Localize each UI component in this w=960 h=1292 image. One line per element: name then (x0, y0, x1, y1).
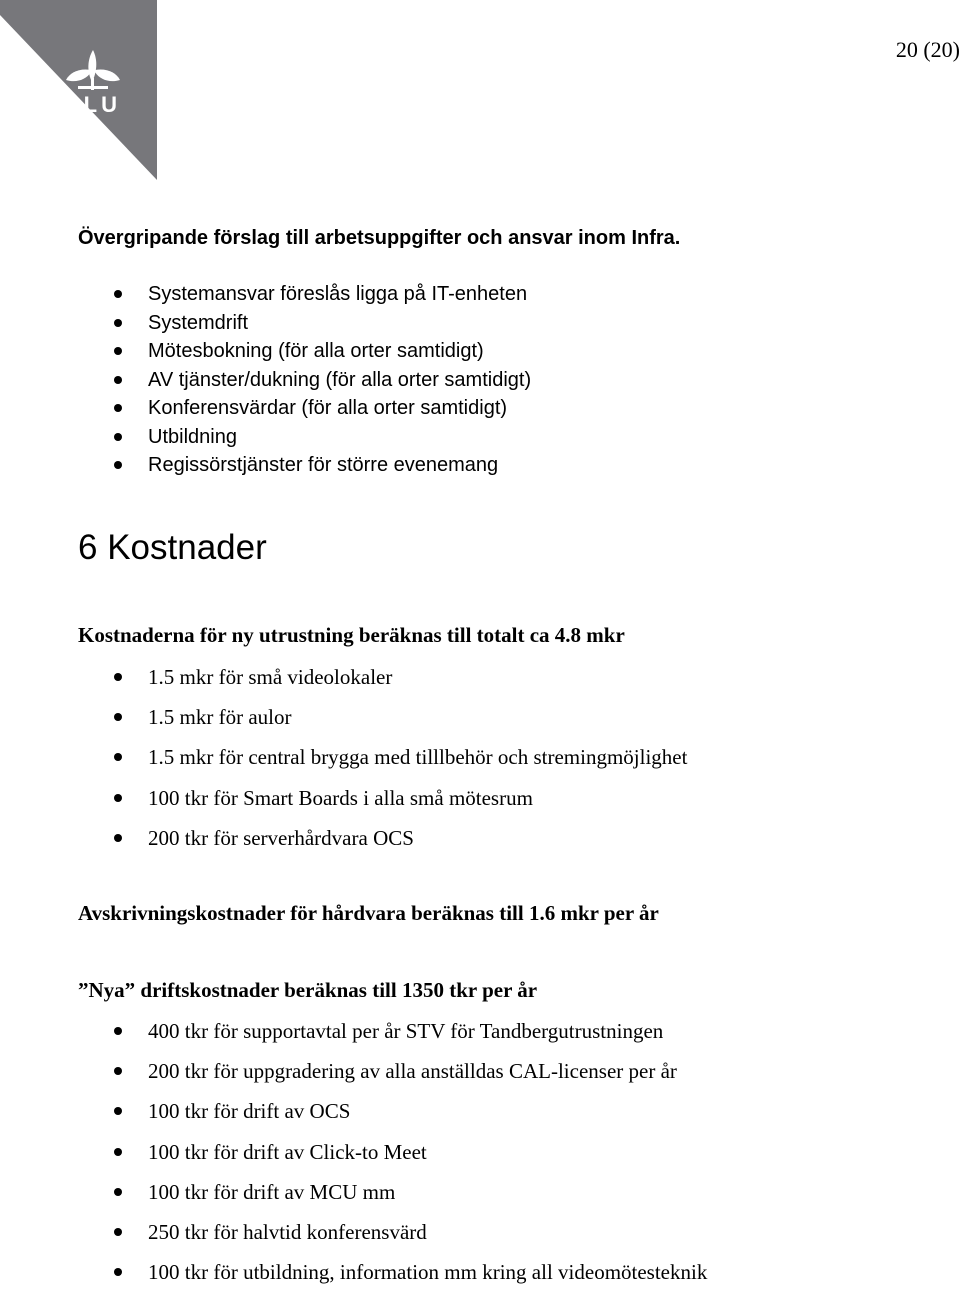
list-item: Systemansvar föreslås ligga på IT-enheten (0, 280, 900, 309)
bullet-icon (114, 347, 122, 355)
equipment-list (0, 657, 900, 858)
list-item: Regissörstjänster för större evenemang (0, 451, 900, 480)
list-item: 1.5 mkr för central brygga med tilllbehör och stremingmöjlighet (0, 737, 900, 777)
bullet-icon (114, 753, 122, 761)
list-item: 1.5 mkr för aulor (0, 697, 900, 737)
depreciation-heading: Avskrivningskostnader för hårdvara beräknas till 1.6 mkr per år (78, 901, 659, 925)
list-item: 100 tkr för drift av Click-to Meet (0, 1132, 900, 1172)
bullet-icon (114, 319, 122, 327)
bullet-icon (114, 461, 122, 469)
bullet-icon (114, 1188, 122, 1196)
bullet-icon (114, 1228, 122, 1236)
list-item: 100 tkr för Smart Boards i alla små mötesrum (0, 778, 900, 818)
operating-list (0, 1011, 900, 1292)
equipment-heading: Kostnaderna för ny utrustning beräknas till totalt ca 4.8 mkr (78, 623, 625, 647)
list-item: AV tjänster/dukning (för alla orter samtidigt) (0, 366, 900, 395)
list-item: Utbildning (0, 423, 900, 452)
list-item: 100 tkr för drift av MCU mm (0, 1172, 900, 1212)
bullet-icon (114, 1148, 122, 1156)
list-item: Mötesbokning (för alla orter samtidigt) (0, 337, 900, 366)
infra-heading: Övergripande förslag till arbetsuppgifter och ansvar inom Infra. (78, 227, 681, 249)
page-number: 20 (20) (895, 37, 960, 62)
list-item: 100 tkr för utbildning, information mm kring all videomötesteknik (0, 1252, 900, 1292)
bullet-icon (114, 290, 122, 298)
infra-list (0, 280, 900, 480)
svg-text:SLU: SLU (65, 92, 121, 117)
bullet-icon (114, 713, 122, 721)
bullet-icon (114, 404, 122, 412)
list-item: 400 tkr för supportavtal per år STV för Tandbergutrustningen (0, 1011, 900, 1051)
list-item: Konferensvärdar (för alla orter samtidigt) (0, 394, 900, 423)
list-item: 1.5 mkr för små videolokaler (0, 657, 900, 697)
list-item: 200 tkr för serverhårdvara OCS (0, 818, 900, 858)
bullet-icon (114, 794, 122, 802)
bullet-icon (114, 376, 122, 384)
list-item: Systemdrift (0, 309, 900, 338)
list-item: 250 tkr för halvtid konferensvärd (0, 1212, 900, 1252)
bullet-icon (114, 1107, 122, 1115)
bullet-icon (114, 1067, 122, 1075)
bullet-icon (114, 1027, 122, 1035)
operating-heading: ”Nya” driftskostnader beräknas till 1350 tkr per år (78, 978, 538, 1002)
bullet-icon (114, 433, 122, 441)
list-item: 200 tkr för uppgradering av alla anställdas CAL-licenser per år (0, 1051, 900, 1091)
bullet-icon (114, 673, 122, 681)
bullet-icon (114, 1268, 122, 1276)
section-title: 6 Kostnader (78, 528, 267, 567)
bullet-icon (114, 834, 122, 842)
slu-logo (0, 0, 157, 180)
list-item: 100 tkr för drift av OCS (0, 1091, 900, 1131)
